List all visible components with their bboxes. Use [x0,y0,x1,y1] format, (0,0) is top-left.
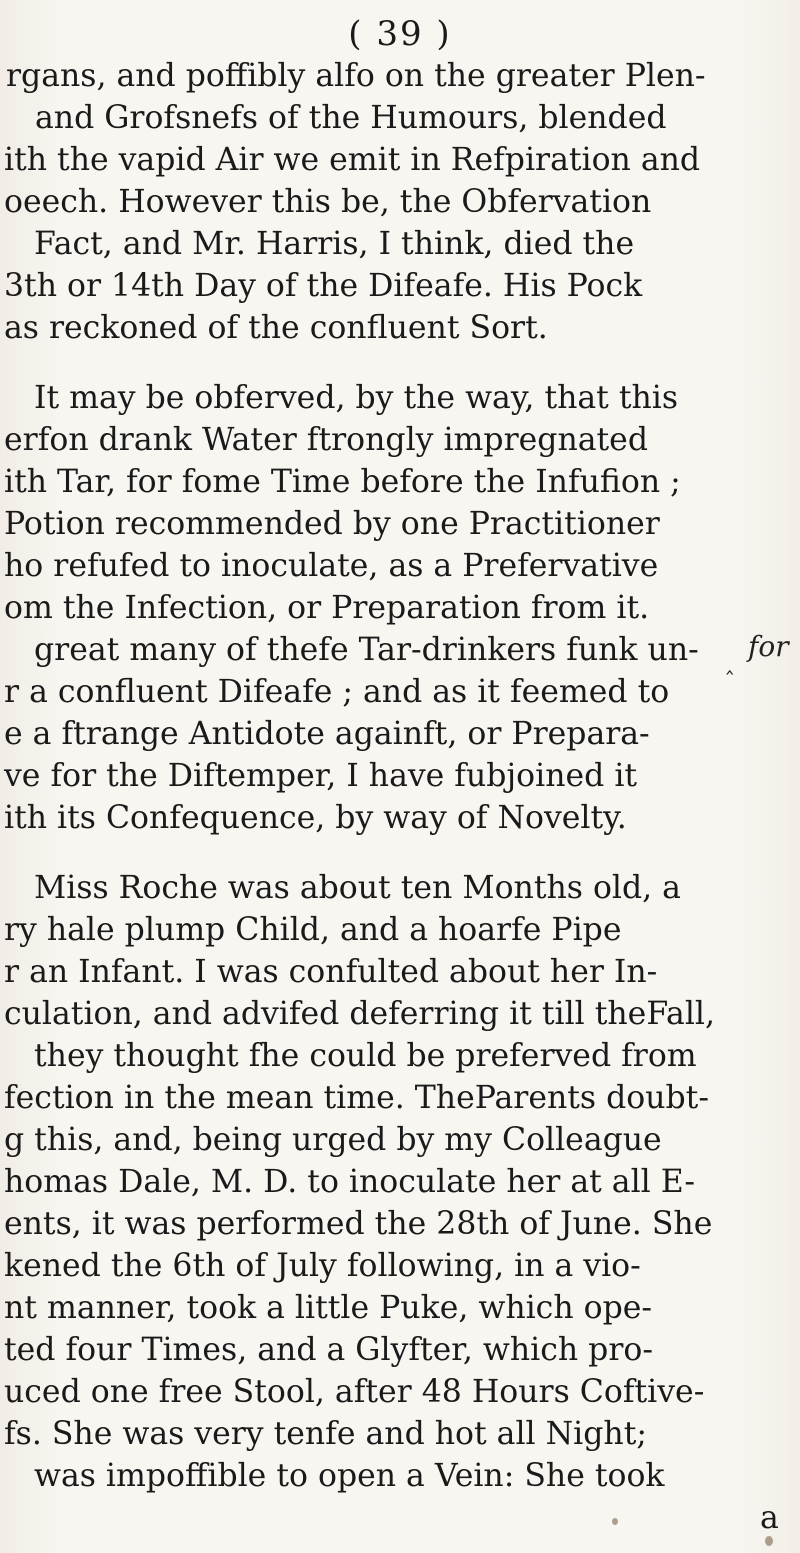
text-line: erfon drank Water ftrongly impregnated [4,422,648,458]
text-line: fs. She was very tenfe and hot all Night; [4,1416,647,1452]
text-line: e a ftrange Antidote againft, or Prepara- [4,716,650,752]
text-line: oeech. However this be, the Obfervation [4,184,652,220]
text-line: they thought fhe could be preferved from [34,1038,697,1074]
ink-spot [765,1536,773,1546]
text-line: and Grofsnefs of the Humours, blended [35,100,667,136]
insertion-caret-icon: ‸ [726,650,734,675]
text-line: uced one free Stool, after 48 Hours Coftive- [4,1374,705,1410]
catchword: a [760,1500,779,1536]
text-line: g this, and, being urged by my Colleague [4,1122,662,1158]
text-line: ry hale plump Child, and a hoarfe Pipe [4,912,622,948]
margin-annotation: for [748,630,789,663]
ink-spot [612,1518,618,1525]
text-line: It may be obferved, by the way, that this [34,380,679,416]
text-line: 3th or 14th Day of the Difeafe. His Pock [4,268,643,304]
text-line: Miss Roche was about ten Months old, a [34,870,681,906]
text-line: was impoffible to open a Vein: She took [34,1458,665,1494]
text-line: ve for the Diftemper, I have fubjoined it [4,758,638,794]
text-line: ted four Times, and a Glyfter, which pro- [4,1332,653,1368]
text-line: culation, and advifed deferring it till theFall, [4,996,715,1032]
text-line: ents, it was performed the 28th of June. She [4,1206,713,1242]
text-line: fection in the mean time. TheParents doubt- [4,1080,709,1116]
text-line: r a confluent Difeafe ; and as it feemed to [4,674,670,710]
text-line: great many of thefe Tar-drinkers funk un- [34,632,699,668]
text-line: Potion recommended by one Practitioner [4,506,660,542]
page-number: ( 39 ) [348,14,452,54]
text-line: om the Infection, or Preparation from it. [4,590,650,626]
text-line: ho refufed to inoculate, as a Prefervative [4,548,659,584]
text-line: Fact, and Mr. Harris, I think, died the [34,226,635,262]
text-line: ith the vapid Air we emit in Refpiration and [4,142,701,178]
text-line: rgans, and poffibly alfo on the greater Plen- [6,58,706,94]
text-line: nt manner, took a little Puke, which ope- [4,1290,653,1326]
text-line: ith Tar, for fome Time before the Infufion ; [4,464,681,500]
text-line: homas Dale, M. D. to inoculate her at all E- [4,1164,695,1200]
text-line: as reckoned of the confluent Sort. [4,310,548,346]
text-line: ith its Confequence, by way of Novelty. [4,800,627,836]
text-line: r an Infant. I was confulted about her In- [4,954,658,990]
text-line: kened the 6th of July following, in a vio- [4,1248,641,1284]
